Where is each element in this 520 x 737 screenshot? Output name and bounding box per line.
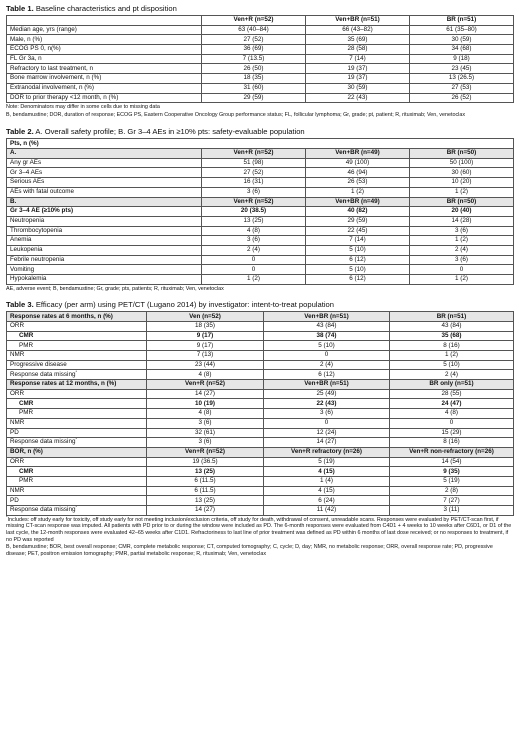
document-page (6, 0, 514, 557)
table-cell: 9 (17) (147, 341, 264, 351)
table-cell: 2 (4) (264, 360, 390, 370)
table-cell: 36 (69) (202, 45, 306, 55)
table-cell: 28 (58) (306, 45, 410, 55)
table-cell: 3 (6) (202, 236, 306, 246)
table-cell: 35 (68) (390, 331, 514, 341)
table3-abbreviations: B, bendamustine; BOR, best overall response; CMR, complete metabolic response; CT, computed tomography; C, cycle; D, day; NMR, no metabolic response; ORR, overall response rate; PD, progressive disease; PET, positron emission tomography; PMR, partial metabolic response; R, rituximab; Ven, venetoclax (6, 544, 493, 557)
table-row (7, 245, 514, 255)
table-cell: 0 (202, 265, 306, 275)
table-row (7, 418, 514, 428)
table-row (7, 457, 514, 467)
table2-b-header-row: B. Ven+R (n=52) Ven+BR (n=49) BR (n=50) (7, 197, 514, 207)
table-cell: 12 (24) (264, 428, 390, 438)
table-cell: 22 (43) (306, 93, 410, 103)
table-cell: 16 (31) (202, 178, 306, 188)
table-cell: 46 (94) (306, 168, 410, 178)
row-label: NMR (7, 418, 147, 428)
row-label: DOR to prior therapy <12 month, n (%) (7, 93, 202, 103)
table-row (7, 64, 514, 74)
table3-s2-header-row: Response rates at 12 months, n (%) Ven+R (n=52) Ven+BR (n=51) BR only (n=51) (7, 380, 514, 390)
table1-abbreviations: B, bendamustine; DOR, duration of response; ECOG PS, Eastern Cooperative Oncology Group performance status; FL, follicular lymphoma; Gr, grade; pt, patient; R, rituximab; Ven, venetoclax (6, 111, 466, 118)
table-cell: 22 (43) (264, 399, 390, 409)
table1-header-row (7, 16, 514, 26)
table-cell: 3 (6) (202, 187, 306, 197)
table-row (7, 25, 514, 35)
table-cell: 1 (2) (390, 351, 514, 361)
table3-efficacy (6, 311, 514, 515)
table-cell: 1 (2) (410, 275, 514, 285)
table-cell: 5 (10) (390, 360, 514, 370)
table-cell: 11 (42) (264, 506, 390, 516)
row-label: PMR (7, 476, 147, 486)
table-row (7, 35, 514, 45)
table-row (7, 54, 514, 64)
table-cell: 0 (264, 351, 390, 361)
table-cell: 5 (19) (264, 457, 390, 467)
row-label: Thrombocytopenia (7, 226, 202, 236)
table-cell: 4 (15) (264, 467, 390, 477)
table3-s3-header-row: BOR, n (%) Ven+R (n=52) Ven+R refractory (n=26) Ven+R non-refractory (n=26) (7, 447, 514, 457)
table-cell: 26 (52) (410, 93, 514, 103)
row-label: Response data missing* (7, 438, 147, 448)
table-cell: 3 (6) (147, 418, 264, 428)
row-label: PMR (7, 341, 147, 351)
table2-b-total-row: Gr 3–4 AE (≥10% pts) 20 (38.5) 40 (82) 20 (40) (7, 207, 514, 217)
table-cell: 43 (84) (390, 321, 514, 331)
table3-title: Table 3. Efficacy (per arm) using PET/CT (Lugano 2014) by investigator: intent-to-treat population (6, 300, 334, 310)
table-cell: 6 (12) (306, 255, 410, 265)
table-cell: 23 (44) (147, 360, 264, 370)
table-row (7, 438, 514, 448)
table-cell: 5 (19) (390, 476, 514, 486)
row-label: Response data missing* (7, 370, 147, 380)
table-cell: 9 (17) (147, 331, 264, 341)
table-cell: 14 (27) (264, 438, 390, 448)
table-cell: 4 (15) (264, 486, 390, 496)
table-row (7, 93, 514, 103)
table-row (7, 360, 514, 370)
table-cell: 6 (12) (264, 370, 390, 380)
table-cell: 3 (11) (390, 506, 514, 516)
row-label: NMR (7, 351, 147, 361)
table-cell: 3 (6) (264, 409, 390, 419)
table-cell: 63 (40–84) (202, 25, 306, 35)
row-label: Hypokalemia (7, 275, 202, 285)
table1-header-cell (7, 16, 202, 26)
table-row (7, 399, 514, 409)
table-cell: 29 (59) (306, 216, 410, 226)
table-cell: 6 (11.5) (147, 486, 264, 496)
table-cell: 27 (53) (410, 83, 514, 93)
table1-header-cell: Ven+R (n=52) (202, 16, 306, 26)
row-label: PD (7, 428, 147, 438)
table-cell: 19 (36.5) (147, 457, 264, 467)
table-cell: 18 (35) (147, 321, 264, 331)
table-cell: 1 (2) (410, 187, 514, 197)
table-cell: 49 (100) (306, 158, 410, 168)
table-cell: 50 (100) (410, 158, 514, 168)
row-label: ORR (7, 389, 147, 399)
table2-safety (6, 138, 514, 284)
table-row (7, 255, 514, 265)
row-label: Any gr AEs (7, 158, 202, 168)
table-cell: 25 (49) (264, 389, 390, 399)
table-cell: 4 (8) (147, 370, 264, 380)
table-cell: 35 (69) (306, 35, 410, 45)
row-label: CMR (7, 399, 147, 409)
table-cell: 27 (52) (202, 35, 306, 45)
row-label: Neutropenia (7, 216, 202, 226)
table-cell: 2 (4) (202, 245, 306, 255)
table-cell: 30 (59) (306, 83, 410, 93)
table-row (7, 321, 514, 331)
table-cell: 43 (84) (264, 321, 390, 331)
table-cell: 13 (25) (147, 467, 264, 477)
table-cell: 10 (19) (147, 399, 264, 409)
table-cell: 7 (13) (147, 351, 264, 361)
table-row (7, 341, 514, 351)
row-label: CMR (7, 331, 147, 341)
table-cell: 2 (4) (410, 245, 514, 255)
table-row (7, 178, 514, 188)
table-row (7, 467, 514, 477)
table-row (7, 45, 514, 55)
table-row (7, 236, 514, 246)
table-cell: 32 (61) (147, 428, 264, 438)
table-row (7, 158, 514, 168)
row-label: Anemia (7, 236, 202, 246)
table-cell: 26 (50) (202, 64, 306, 74)
row-label: NMR (7, 486, 147, 496)
table-cell: 29 (59) (202, 93, 306, 103)
table2-abbreviations: AE, adverse event; B, bendamustine; Gr, grade; pts, patients; R, rituximab; Ven, venetoclax (6, 285, 224, 292)
table-cell: 8 (16) (390, 438, 514, 448)
table-cell: 6 (12) (306, 275, 410, 285)
table-cell: 0 (390, 418, 514, 428)
table1-baseline (6, 15, 514, 103)
table-cell: 4 (8) (390, 409, 514, 419)
table-cell: 1 (2) (410, 236, 514, 246)
table-cell: 30 (60) (410, 168, 514, 178)
table-cell: 7 (13.5) (202, 54, 306, 64)
row-label: Male, n (%) (7, 35, 202, 45)
table-row (7, 389, 514, 399)
row-label: Febrile neutropenia (7, 255, 202, 265)
table1-title: Table 1. Baseline characteristics and pt disposition (6, 4, 177, 13)
table-cell: 22 (45) (306, 226, 410, 236)
row-label: Serious AEs (7, 178, 202, 188)
table-cell: 3 (6) (410, 226, 514, 236)
table-cell: 26 (53) (306, 178, 410, 188)
table-cell: 9 (18) (410, 54, 514, 64)
table-cell: 1 (4) (264, 476, 390, 486)
row-label: FL Gr 3a, n (7, 54, 202, 64)
table-cell: 14 (54) (390, 457, 514, 467)
table-cell: 15 (29) (390, 428, 514, 438)
table-cell: 5 (10) (264, 341, 390, 351)
table-cell: 1 (2) (306, 187, 410, 197)
row-label: ORR (7, 321, 147, 331)
table-cell: 19 (37) (306, 64, 410, 74)
table-cell: 7 (14) (306, 236, 410, 246)
table-row (7, 506, 514, 516)
row-label: ORR (7, 457, 147, 467)
table2-title: Table 2. A. Overall safety profile; B. Gr 3–4 AEs in ≥10% pts: safety-evaluable population (6, 127, 305, 137)
table-cell: 23 (45) (410, 64, 514, 74)
row-label: Progressive disease (7, 360, 147, 370)
table-cell: 34 (68) (410, 45, 514, 55)
table-cell: 27 (52) (202, 168, 306, 178)
row-label: Leukopenia (7, 245, 202, 255)
table-row (7, 168, 514, 178)
row-label: AEs with fatal outcome (7, 187, 202, 197)
table-cell: 30 (59) (410, 35, 514, 45)
table-cell: 51 (98) (202, 158, 306, 168)
row-label: Refractory to last treatment, n (7, 64, 202, 74)
table-cell: 6 (11.5) (147, 476, 264, 486)
table-cell: 9 (35) (390, 467, 514, 477)
table-cell: 7 (27) (390, 496, 514, 506)
table-cell: 66 (43–82) (306, 25, 410, 35)
table-cell: 13 (25) (202, 216, 306, 226)
row-label: Response data missing* (7, 506, 147, 516)
table-row (7, 275, 514, 285)
table-row (7, 216, 514, 226)
table-cell: 1 (2) (202, 275, 306, 285)
table-row (7, 331, 514, 341)
table-cell: 13 (25) (147, 496, 264, 506)
table-row (7, 83, 514, 93)
table-cell: 3 (6) (410, 255, 514, 265)
table1-header-cell: Ven+BR (n=51) (306, 16, 410, 26)
table-row (7, 74, 514, 84)
row-label: CMR (7, 467, 147, 477)
row-label: Median age, yrs (range) (7, 25, 202, 35)
table1-note: Note: Denominators may differ in some cells due to missing data (6, 104, 160, 111)
table-cell: 0 (264, 418, 390, 428)
table-cell: 0 (410, 265, 514, 275)
table-cell: 61 (35–80) (410, 25, 514, 35)
table-cell: 8 (16) (390, 341, 514, 351)
table-row (7, 370, 514, 380)
table2-top-header: Pts, n (%) (7, 139, 514, 149)
table-row (7, 409, 514, 419)
table-row (7, 265, 514, 275)
row-label: PMR (7, 409, 147, 419)
table-cell: 4 (8) (147, 409, 264, 419)
table2-a-header-row: A. Ven+R (n=52) Ven+BR (n=49) BR (n=50) (7, 149, 514, 159)
table1-header-cell: BR (n=51) (410, 16, 514, 26)
row-label: Vomiting (7, 265, 202, 275)
table-cell: 2 (8) (390, 486, 514, 496)
row-label: Bone marrow involvement, n (%) (7, 74, 202, 84)
table-cell: 5 (10) (306, 265, 410, 275)
table-cell: 19 (37) (306, 74, 410, 84)
table-row (7, 496, 514, 506)
table-cell: 14 (27) (147, 506, 264, 516)
table-row (7, 486, 514, 496)
table-cell: 28 (55) (390, 389, 514, 399)
table-cell: 13 (26.5) (410, 74, 514, 84)
table-cell: 10 (20) (410, 178, 514, 188)
table-cell: 38 (74) (264, 331, 390, 341)
table-cell: 14 (28) (410, 216, 514, 226)
table-row (7, 428, 514, 438)
table-cell: 7 (14) (306, 54, 410, 64)
table3-s1-header-row: Response rates at 6 months, n (%) Ven (n=52) Ven+BR (n=51) BR (n=51) (7, 312, 514, 322)
row-label: Gr 3–4 AEs (7, 168, 202, 178)
table-cell: 6 (24) (264, 496, 390, 506)
table-cell: 4 (8) (202, 226, 306, 236)
row-label: ECOG PS 0, n(%) (7, 45, 202, 55)
table-cell: 3 (6) (147, 438, 264, 448)
table-row (7, 351, 514, 361)
table-row (7, 187, 514, 197)
table-cell: 2 (4) (390, 370, 514, 380)
table3-footnote: *Includes: off study early for toxicity, off study early for not meeting inclusion/exclusion criteria, off study for death, withdrawal of consent, unreadable scans. Responses were evaluated by PET/CT-scan first, if missing CT-scan response was imputed. All patients with PD prior to or during the window were included as PD. The 6-month responses were evaluated from C4D1 + 4 weeks to 10 weeks after C6D1, or D1 of the last cycle, the 12-month responses were evaluated 42–65 weeks after C1D1. Refractoriness to last line of prior treatment was defined as PD within 6 months of last dose received; or no responses to treatment, if no PD was reported (6, 513, 512, 543)
table-cell: 31 (60) (202, 83, 306, 93)
row-label: PD (7, 496, 147, 506)
table-cell: 14 (27) (147, 389, 264, 399)
table-cell: 5 (10) (306, 245, 410, 255)
table-cell: 18 (35) (202, 74, 306, 84)
table-cell: 24 (47) (390, 399, 514, 409)
table-cell: 0 (202, 255, 306, 265)
table-row (7, 226, 514, 236)
row-label: Extranodal involvement, n (%) (7, 83, 202, 93)
table-row (7, 476, 514, 486)
